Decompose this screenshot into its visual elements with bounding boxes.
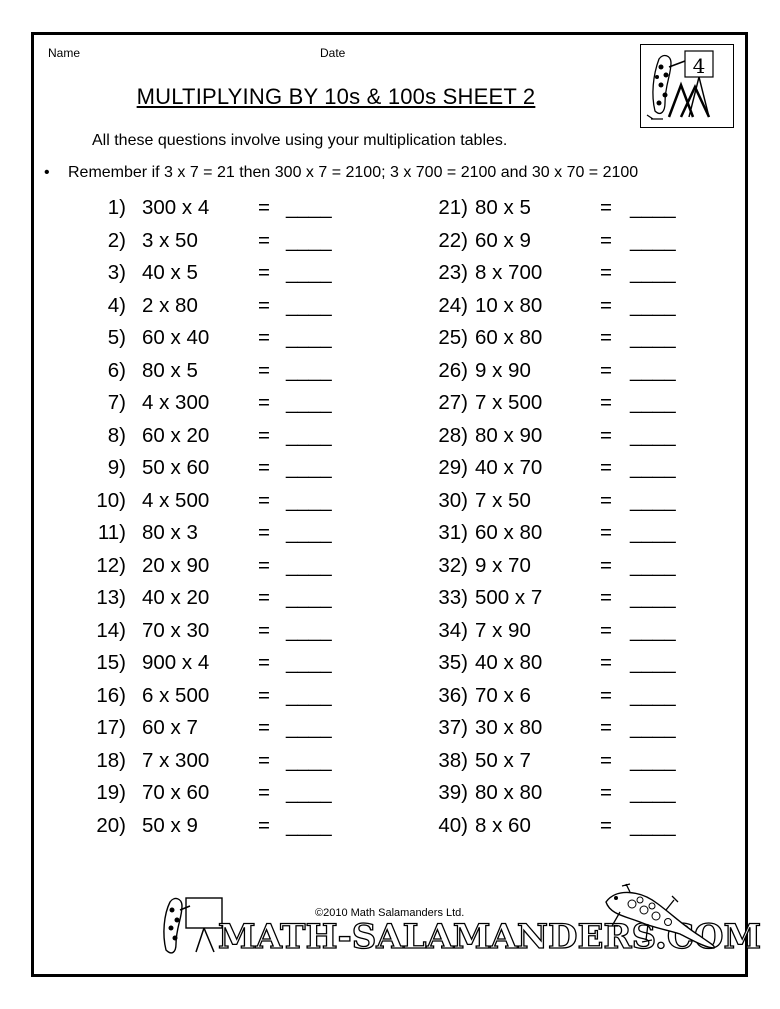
equals-sign: = — [258, 228, 270, 252]
salamander-easel-icon — [164, 898, 222, 953]
question-expression: 70 x 60 — [142, 781, 210, 804]
equals-sign: = — [258, 488, 270, 512]
copyright-text: ©2010 Math Salamanders Ltd. — [315, 907, 465, 919]
equals-sign: = — [600, 586, 612, 609]
question-expression: 60 x 7 — [142, 716, 198, 739]
question-expression: 3 x 50 — [142, 228, 198, 252]
question-expression: 10 x 80 — [475, 293, 543, 317]
question-number: 9) — [107, 456, 126, 479]
question-expression: 80 x 5 — [142, 358, 198, 382]
answer-blank[interactable]: ____ — [286, 326, 332, 349]
equals-sign: = — [600, 716, 612, 739]
equals-sign: = — [600, 293, 612, 317]
question-number: 20) — [96, 813, 126, 837]
question-number: 38) — [438, 748, 468, 772]
question-expression: 40 x 20 — [142, 586, 210, 609]
equals-sign: = — [600, 228, 612, 252]
question-number: 21) — [438, 196, 468, 219]
equals-sign: = — [258, 358, 270, 382]
question-expression: 50 x 9 — [142, 813, 198, 837]
equals-sign: = — [600, 261, 612, 284]
equals-sign: = — [600, 748, 612, 772]
question-number: 3) — [107, 261, 126, 284]
equals-sign: = — [600, 196, 612, 219]
answer-blank[interactable]: ____ — [630, 586, 676, 609]
answer-blank[interactable]: ____ — [630, 488, 676, 512]
equals-sign: = — [258, 456, 270, 479]
answer-blank[interactable]: ____ — [286, 651, 332, 674]
question-expression: 40 x 80 — [475, 651, 543, 674]
question-number: 24) — [438, 293, 468, 317]
answer-blank[interactable]: ____ — [630, 293, 676, 317]
question-number: 39) — [438, 781, 468, 804]
question-number: 4) — [107, 293, 126, 317]
question-expression: 2 x 80 — [142, 293, 198, 317]
equals-sign: = — [258, 651, 270, 674]
question-expression: 8 x 700 — [475, 261, 543, 284]
answer-blank[interactable]: ____ — [286, 618, 332, 642]
question-expression: 50 x 60 — [142, 456, 210, 479]
answer-blank[interactable]: ____ — [630, 391, 676, 414]
question-number: 13) — [96, 586, 126, 609]
answer-blank[interactable]: ____ — [630, 813, 676, 837]
question-number: 8) — [107, 423, 126, 447]
equals-sign: = — [258, 553, 270, 577]
answer-blank[interactable]: ____ — [630, 748, 676, 772]
equals-sign: = — [600, 683, 612, 707]
answer-blank[interactable]: ____ — [286, 196, 332, 219]
answer-blank[interactable]: ____ — [630, 521, 676, 544]
question-expression: 40 x 70 — [475, 456, 543, 479]
equals-sign: = — [258, 618, 270, 642]
answer-blank[interactable]: ____ — [630, 456, 676, 479]
answer-blank[interactable]: ____ — [630, 716, 676, 739]
answer-blank[interactable]: ____ — [286, 781, 332, 804]
question-expression: 300 x 4 — [142, 196, 210, 219]
footer-salamander — [596, 882, 720, 956]
question-number: 35) — [438, 651, 468, 674]
answer-blank[interactable]: ____ — [286, 456, 332, 479]
equals-sign: = — [258, 586, 270, 609]
equals-sign: = — [258, 521, 270, 544]
site-logo — [158, 890, 762, 960]
answer-blank[interactable]: ____ — [630, 228, 676, 252]
equals-sign: = — [600, 813, 612, 837]
equals-sign: = — [600, 488, 612, 512]
answer-blank[interactable]: ____ — [286, 488, 332, 512]
question-expression: 60 x 9 — [475, 228, 531, 252]
salamander-icon — [596, 882, 720, 956]
equals-sign: = — [600, 618, 612, 642]
answer-blank[interactable]: ____ — [286, 813, 332, 837]
question-number: 16) — [96, 683, 126, 707]
date-label: Date — [320, 46, 346, 60]
equals-sign: = — [258, 716, 270, 739]
equals-sign: = — [600, 651, 612, 674]
question-number: 5) — [107, 326, 126, 349]
question-number: 28) — [438, 423, 468, 447]
equals-sign: = — [600, 391, 612, 414]
question-number: 11) — [97, 521, 126, 544]
equals-sign: = — [600, 553, 612, 577]
question-number: 31) — [438, 521, 468, 544]
question-expression: 70 x 30 — [142, 618, 210, 642]
equals-sign: = — [258, 326, 270, 349]
question-number: 26) — [438, 358, 468, 382]
answer-blank[interactable]: ____ — [286, 391, 332, 414]
equals-sign: = — [600, 423, 612, 447]
question-number: 17) — [96, 716, 126, 739]
equals-sign: = — [258, 261, 270, 284]
question-expression: 40 x 5 — [142, 261, 198, 284]
question-number: 12) — [96, 553, 126, 577]
site-logo-text: MATH-SALAMANDERS.COM — [218, 917, 762, 957]
question-number: 6) — [107, 358, 126, 382]
question-expression: 20 x 90 — [142, 553, 210, 577]
question-number: 15) — [96, 651, 126, 674]
answer-blank[interactable]: ____ — [286, 228, 332, 252]
question-expression: 7 x 500 — [475, 391, 543, 414]
answer-blank[interactable]: ____ — [630, 683, 676, 707]
equals-sign: = — [258, 748, 270, 772]
equals-sign: = — [258, 391, 270, 414]
question-expression: 4 x 300 — [142, 391, 210, 414]
question-expression: 8 x 60 — [475, 813, 531, 837]
answer-blank[interactable]: ____ — [286, 748, 332, 772]
equals-sign: = — [600, 521, 612, 544]
top-logo — [640, 44, 734, 128]
answer-blank[interactable]: ____ — [630, 651, 676, 674]
reminder-bullet — [44, 164, 638, 182]
question-number: 36) — [438, 683, 468, 707]
answer-blank[interactable]: ____ — [630, 781, 676, 804]
question-expression: 80 x 80 — [475, 781, 543, 804]
equals-sign: = — [258, 781, 270, 804]
question-number: 34) — [438, 618, 468, 642]
bullet-icon: • — [44, 164, 50, 181]
question-expression: 60 x 40 — [142, 326, 210, 349]
question-number: 19) — [96, 781, 126, 804]
equals-sign: = — [600, 456, 612, 479]
question-number: 40) — [438, 813, 468, 837]
question-number: 10) — [96, 488, 126, 512]
question-expression: 7 x 300 — [142, 748, 210, 772]
answer-blank[interactable]: ____ — [630, 423, 676, 447]
question-number: 14) — [96, 618, 126, 642]
reminder-text: Remember if 3 x 7 = 21 then 300 x 7 = 2100; 3 x 700 = 2100 and 30 x 70 = 2100 — [68, 164, 639, 181]
answer-blank[interactable]: ____ — [630, 618, 676, 642]
equals-sign: = — [600, 358, 612, 382]
answer-blank[interactable]: ____ — [286, 293, 332, 317]
answer-blank[interactable]: ____ — [286, 553, 332, 577]
answer-blank[interactable]: ____ — [286, 683, 332, 707]
question-expression: 9 x 90 — [475, 358, 531, 382]
answer-blank[interactable]: ____ — [286, 261, 332, 284]
question-expression: 60 x 80 — [475, 521, 543, 544]
question-expression: 4 x 500 — [142, 488, 210, 512]
equals-sign: = — [600, 326, 612, 349]
question-expression: 7 x 50 — [475, 488, 531, 512]
question-expression: 80 x 5 — [475, 196, 531, 219]
question-number: 7) — [107, 391, 126, 414]
question-expression: 60 x 80 — [475, 326, 543, 349]
question-expression: 500 x 7 — [475, 586, 543, 609]
question-number: 37) — [438, 716, 468, 739]
question-expression: 6 x 500 — [142, 683, 210, 707]
question-expression: 50 x 7 — [475, 748, 531, 772]
question-number: 32) — [438, 553, 468, 577]
question-expression: 80 x 90 — [475, 423, 543, 447]
salamander-easel-logo-icon — [641, 45, 733, 127]
answer-blank[interactable]: ____ — [630, 261, 676, 284]
answer-blank[interactable]: ____ — [286, 423, 332, 447]
worksheet-title: MULTIPLYING BY 10s & 100s SHEET 2 — [136, 84, 536, 109]
question-expression: 900 x 4 — [142, 651, 210, 674]
name-label: Name — [48, 46, 81, 60]
question-number: 2) — [107, 228, 126, 252]
question-number: 1) — [107, 196, 126, 219]
equals-sign: = — [258, 423, 270, 447]
answer-blank[interactable]: ____ — [630, 553, 676, 577]
question-number: 18) — [96, 748, 126, 772]
answer-blank[interactable]: ____ — [630, 358, 676, 382]
logo-digit: 4 — [692, 54, 706, 78]
answer-blank[interactable]: ____ — [286, 521, 332, 544]
question-number: 23) — [438, 261, 468, 284]
answer-blank[interactable]: ____ — [286, 586, 332, 609]
question-number: 22) — [438, 228, 468, 252]
instructions-intro: All these questions involve using your multiplication tables. — [92, 132, 508, 149]
equals-sign: = — [258, 196, 270, 219]
answer-blank[interactable]: ____ — [286, 716, 332, 739]
question-number: 29) — [438, 456, 468, 479]
equals-sign: = — [258, 683, 270, 707]
answer-blank[interactable]: ____ — [630, 326, 676, 349]
question-expression: 80 x 3 — [142, 521, 198, 544]
question-expression: 30 x 80 — [475, 716, 543, 739]
question-expression: 9 x 70 — [475, 553, 531, 577]
question-number: 25) — [438, 326, 468, 349]
question-expression: 60 x 20 — [142, 423, 210, 447]
question-number: 30) — [438, 488, 468, 512]
equals-sign: = — [600, 781, 612, 804]
answer-blank[interactable]: ____ — [286, 358, 332, 382]
question-expression: 7 x 90 — [475, 618, 531, 642]
question-expression: 70 x 6 — [475, 683, 531, 707]
equals-sign: = — [258, 293, 270, 317]
question-number: 27) — [438, 391, 468, 414]
equals-sign: = — [258, 813, 270, 837]
answer-blank[interactable]: ____ — [630, 196, 676, 219]
question-number: 33) — [438, 586, 468, 609]
